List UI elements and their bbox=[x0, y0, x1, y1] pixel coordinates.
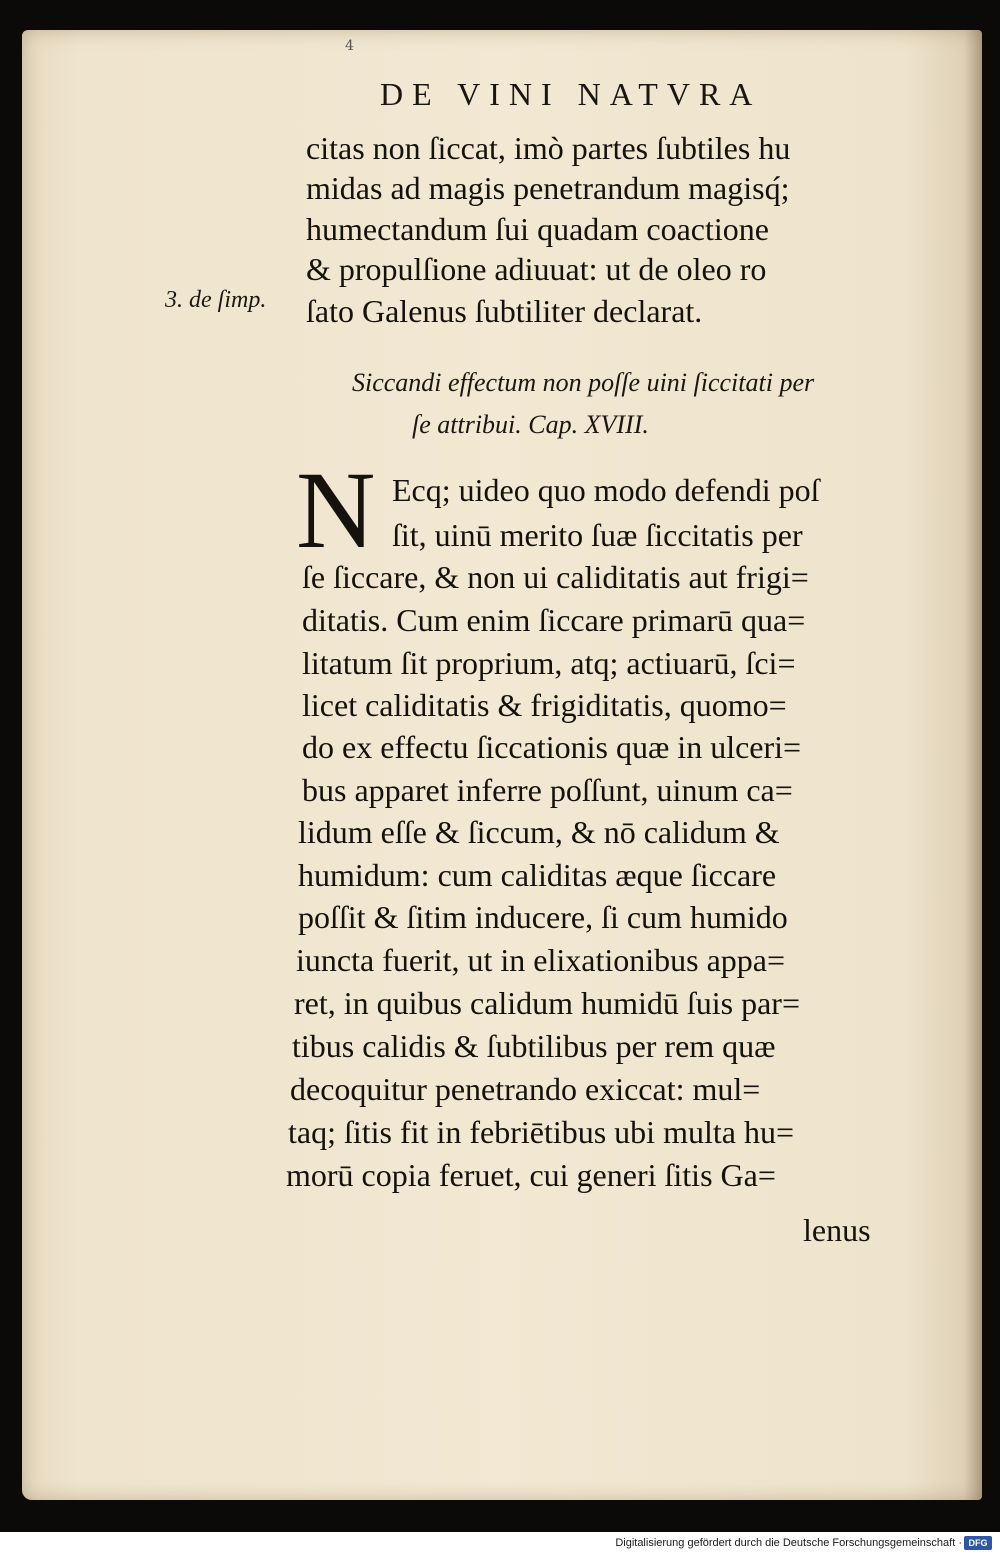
text-line: citas non ſiccat, imò partes ſubtiles hu bbox=[306, 130, 791, 166]
text-line: ſe ſiccare, & non ui caliditatis aut frigi= bbox=[302, 559, 809, 595]
text-line: ſato Galenus ſubtiliter declarat. bbox=[306, 293, 703, 329]
chapter-heading-line: ſe attribui. Cap. XVIII. bbox=[412, 410, 649, 439]
text-line: iuncta fuerit, ut in elixationibus appa= bbox=[296, 942, 786, 978]
chapter-heading-line: Siccandi effectum non poſſe uini ſiccitati per bbox=[352, 368, 815, 397]
catchword: lenus bbox=[803, 1212, 871, 1248]
text-line: ret, in quibus calidum humidū ſuis par= bbox=[294, 985, 800, 1021]
text-line: ſit, uinū merito ſuæ ſiccitatis per bbox=[392, 517, 803, 553]
text-line: ditatis. Cum enim ſiccare primarū qua= bbox=[302, 602, 806, 638]
text-line: poſſit & ſitim inducere, ſi cum humido bbox=[298, 899, 788, 935]
footer-credit: Digitalisierung gefördert durch die Deutsche Forschungsgemeinschaft · bbox=[615, 1537, 962, 1549]
text-line: Ecq; uideo quo modo defendi poſ bbox=[392, 472, 820, 508]
text-line: humectandum ſui quadam coactione bbox=[306, 211, 769, 247]
text-line: taq; ſitis fit in febriētibus ubi multa hu= bbox=[288, 1114, 794, 1150]
text-line: decoquitur penetrando exiccat: mul= bbox=[290, 1071, 761, 1107]
folio-number: 4 bbox=[345, 38, 354, 54]
text-line: & propulſione adiuuat: ut de oleo ro bbox=[306, 251, 767, 287]
text-line: litatum ſit proprium, atq; actiuarū, ſci= bbox=[302, 645, 796, 681]
text-line: bus apparet inferre poſſunt, uinum ca= bbox=[302, 772, 793, 808]
text-line: midas ad magis penetrandum magisq́; bbox=[306, 170, 790, 206]
text-line: licet caliditatis & frigiditatis, quomo= bbox=[302, 687, 787, 723]
text-line: humidum: cum caliditas æque ſiccare bbox=[298, 857, 777, 893]
text-line: tibus calidis & ſubtilibus per rem quæ bbox=[292, 1028, 776, 1064]
text-line: do ex effectu ſiccationis quæ in ulceri= bbox=[302, 729, 802, 765]
text-line: lidum eſſe & ſiccum, & nō calidum & bbox=[298, 814, 780, 850]
text-line: morū copia feruet, cui generi ſitis Ga= bbox=[286, 1157, 776, 1193]
margin-note: 3. de ſimp. bbox=[165, 287, 267, 313]
running-head: DE VINI NATVRA bbox=[380, 76, 762, 112]
drop-cap: N bbox=[296, 449, 376, 571]
dfg-logo: DFG bbox=[964, 1536, 992, 1550]
